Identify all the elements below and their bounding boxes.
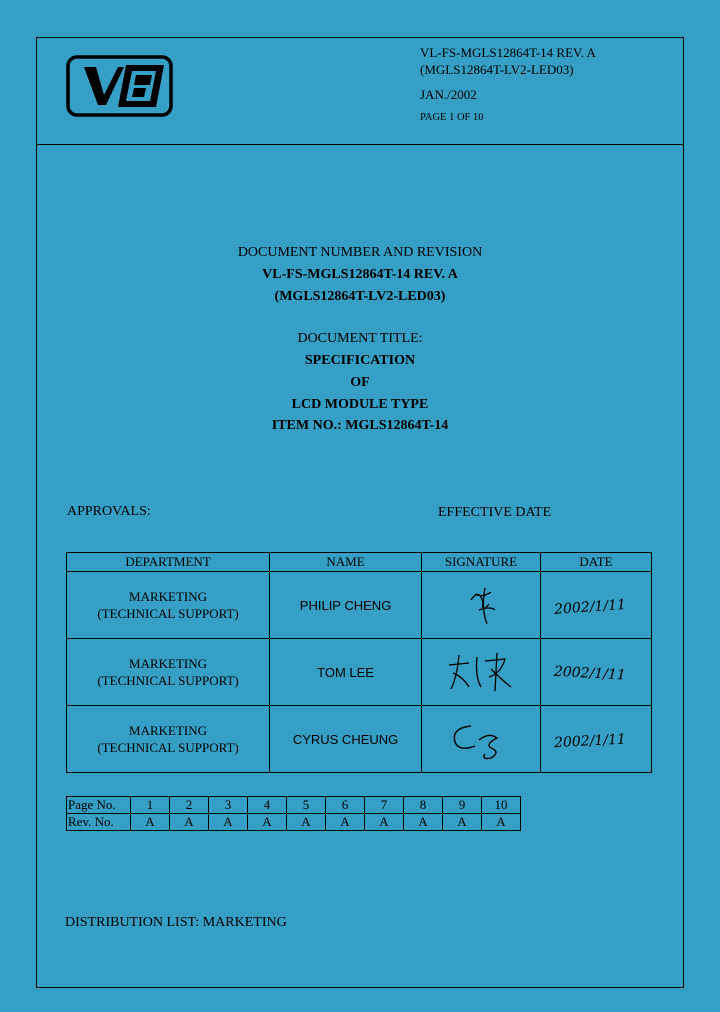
- col-name: NAME: [270, 553, 422, 572]
- signature-tom-lee: [441, 647, 521, 697]
- rev-cell: A: [131, 814, 170, 831]
- dept-line1: MARKETING: [129, 723, 208, 738]
- table-row: [67, 572, 652, 639]
- rev-label: Rev. No.: [67, 814, 131, 831]
- signature-cyrus-cheung: [441, 714, 521, 764]
- doc-title-line3: LCD MODULE TYPE: [291, 397, 429, 412]
- page-cell: 7: [365, 797, 404, 814]
- rev-cell: A: [326, 814, 365, 831]
- dept-cell: [67, 639, 270, 706]
- page-cell: 10: [482, 797, 521, 814]
- approvals-table: [66, 552, 652, 773]
- name-cell: CYRUS CHEUNG: [270, 706, 422, 773]
- rev-cell: A: [482, 814, 521, 831]
- dept-line1: MARKETING: [129, 589, 208, 604]
- rev-cell: A: [443, 814, 482, 831]
- header-date: JAN./2002: [420, 87, 477, 102]
- distribution-list: DISTRIBUTION LIST: MARKETING: [65, 915, 287, 930]
- rev-cell: A: [170, 814, 209, 831]
- handwritten-date: [546, 585, 646, 625]
- rev-cell: A: [404, 814, 443, 831]
- page-label: Page No.: [67, 797, 131, 814]
- dept-line2: (TECHNICAL SUPPORT): [97, 673, 239, 688]
- revision-row: [67, 814, 521, 831]
- page-cell: 4: [248, 797, 287, 814]
- doc-title-line2: OF: [350, 375, 370, 390]
- doc-number-alt: (MGLS12864T-LV2-LED03): [274, 289, 446, 304]
- col-date: DATE: [541, 553, 652, 572]
- doc-number: VL-FS-MGLS12864T-14 REV. A: [262, 267, 458, 282]
- page-cell: 2: [170, 797, 209, 814]
- header-page: PAGE 1 OF 10: [420, 112, 484, 123]
- doc-title-heading: DOCUMENT TITLE:: [297, 331, 423, 346]
- signature-cell: [422, 706, 541, 773]
- page-cell: 5: [287, 797, 326, 814]
- item-number: ITEM NO.: MGLS12864T-14: [271, 418, 449, 433]
- dept-line1: MARKETING: [129, 656, 208, 671]
- vl-logo: [66, 55, 173, 117]
- signature-cell: [422, 639, 541, 706]
- signature-cell: [422, 572, 541, 639]
- date-cell: [541, 706, 652, 773]
- page-cell: 6: [326, 797, 365, 814]
- dept-cell: [67, 572, 270, 639]
- date-cell: [541, 572, 652, 639]
- rev-cell: A: [209, 814, 248, 831]
- name-cell: TOM LEE: [270, 639, 422, 706]
- effective-date-label: EFFECTIVE DATE: [438, 505, 552, 520]
- date-text: 2002/1/11: [553, 596, 627, 618]
- table-row: [67, 639, 652, 706]
- page-cell: 3: [209, 797, 248, 814]
- page-cell: 1: [131, 797, 170, 814]
- col-signature: SIGNATURE: [422, 553, 541, 572]
- handwritten-date: [546, 719, 646, 759]
- date-text: 2002/1/11: [553, 731, 627, 752]
- revision-table: [66, 796, 521, 831]
- page-cell: 9: [443, 797, 482, 814]
- dept-line2: (TECHNICAL SUPPORT): [97, 606, 239, 621]
- dept-cell: [67, 706, 270, 773]
- page-number-row: [67, 797, 521, 814]
- header-doc-number: VL-FS-MGLS12864T-14 REV. A: [420, 45, 596, 60]
- date-cell: [541, 639, 652, 706]
- header-doc-number-alt: (MGLS12864T-LV2-LED03): [420, 62, 574, 77]
- approvals-header-row: [67, 553, 652, 572]
- rev-cell: A: [287, 814, 326, 831]
- doc-title-line1: SPECIFICATION: [304, 353, 416, 368]
- col-department: DEPARTMENT: [67, 553, 270, 572]
- page-cell: 8: [404, 797, 443, 814]
- date-text: 2002/1/11: [553, 663, 627, 684]
- signature-philip-cheng: [451, 580, 511, 630]
- table-row: [67, 706, 652, 773]
- header-divider: [36, 144, 684, 145]
- doc-number-heading: DOCUMENT NUMBER AND REVISION: [237, 245, 483, 260]
- name-cell: PHILIP CHENG: [270, 572, 422, 639]
- rev-cell: A: [365, 814, 404, 831]
- approvals-label: APPROVALS:: [67, 504, 151, 519]
- handwritten-date: [546, 652, 646, 692]
- dept-line2: (TECHNICAL SUPPORT): [97, 740, 239, 755]
- rev-cell: A: [248, 814, 287, 831]
